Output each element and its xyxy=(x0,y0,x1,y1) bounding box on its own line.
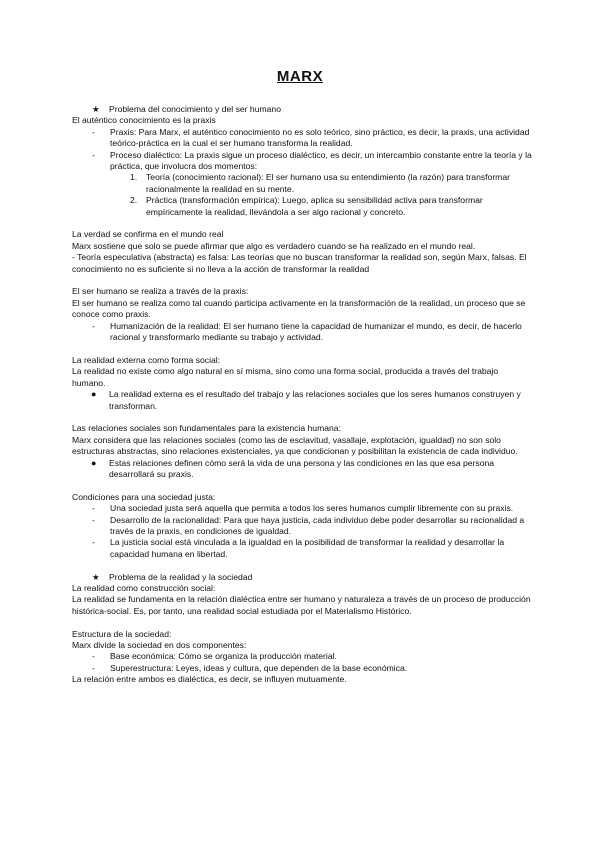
dash-icon: - xyxy=(92,651,95,662)
dash-icon: - xyxy=(92,320,95,331)
bullet-list xyxy=(72,389,532,412)
star-icon: ★ xyxy=(92,571,100,582)
list-item: 2. Práctica (transformación empírica): Luego, aplica su sensibilidad activa para transformar empíricamente la realidad, llevándola a ser algo racional y concreto. xyxy=(130,195,483,217)
subheading: La verdad se confirma en el mundo real xyxy=(72,229,224,240)
dash-icon: - xyxy=(92,662,95,673)
list-item: - Proceso dialéctico: La praxis sigue un proceso dialéctico, es decir, un intercambio constante entre la teoría y la práctica, que involucra dos momentos: xyxy=(92,149,532,172)
bullet-icon: ● xyxy=(91,457,97,468)
numbered-list xyxy=(72,172,532,218)
list-item: 1. Teoría (conocimiento racional): El ser humano usa su entendimiento (la razón) para transformar racionalmente la realidad en su mente. xyxy=(130,172,510,194)
list-item: - Base económica: Cómo se organiza la producción material. xyxy=(92,651,337,662)
subheading: Condiciones para una sociedad justa: xyxy=(72,491,216,502)
document-body xyxy=(72,104,532,686)
subheading: La realidad externa como forma social: xyxy=(72,354,221,365)
star-icon: ★ xyxy=(92,104,100,114)
dash-list xyxy=(72,127,532,173)
dash-icon: - xyxy=(92,503,95,514)
paragraph: Marx considera que las relaciones sociales (como las de esclavitud, vasallaje, explotación, igualdad) no son solo estructuras abstractas, sino relaciones existenciales, ya que condicionan y posibilitan la existencia de cada individuo. xyxy=(72,434,518,457)
paragraph: La realidad no existe como algo natural en sí misma, sino como una forma social, producida a través del trabajo humano. xyxy=(72,366,499,388)
section-heading-reality: ★ Problema de la realidad y la sociedad xyxy=(92,571,253,582)
list-item: - Humanización de la realidad: El ser humano tiene la capacidad de humanizar el mundo, es decir, de hacerlo racional y transformarlo mediante su trabajo y actividad. xyxy=(92,320,522,343)
subheading: El auténtico conocimiento es la praxis xyxy=(72,115,216,126)
list-item: - Una sociedad justa será aquella que permita a todos los seres humanos cumplir libremente con su praxis. xyxy=(92,503,514,514)
subheading: Estructura de la sociedad: xyxy=(72,628,172,639)
list-item: - Superestructura: Leyes, ideas y cultura, que dependen de la base económica. xyxy=(92,662,408,673)
list-item: - Desarrollo de la racionalidad: Para que haya justicia, cada individuo debe poder desarrollar su racionalidad a través de la praxis, en condiciones de igualdad. xyxy=(92,514,525,536)
paragraph: Marx sostiene que solo se puede afirmar que algo es verdadero cuando se ha realizado en el mundo real. xyxy=(72,240,476,251)
list-item: ● La realidad externa es el resultado del trabajo y las relaciones sociales que los seres humanos construyen y transforman. xyxy=(91,389,521,411)
paragraph: Marx divide la sociedad en dos componentes: xyxy=(72,639,247,650)
dash-icon: - xyxy=(92,149,95,160)
bullet-list xyxy=(72,458,532,481)
list-item: - Praxis: Para Marx, el auténtico conocimiento no es solo teórico, sino práctico, es decir, la praxis, una actividad teórico-práctica en la cual el ser humano transforma la realidad. xyxy=(92,126,530,149)
section-heading-knowledge: ★ Problema del conocimiento y del ser humano xyxy=(92,104,281,114)
subheading: La realidad como construcción social: xyxy=(72,582,216,593)
dash-list xyxy=(72,651,532,674)
subheading: Las relaciones sociales son fundamentales para la existencia humana: xyxy=(72,423,341,434)
paragraph: El ser humano se realiza como tal cuando participa activamente en la transformación de la realidad, un proceso que se conoce como praxis. xyxy=(72,297,526,320)
dash-list xyxy=(72,503,532,560)
dash-icon: - xyxy=(92,514,95,525)
paragraph: - Teoría especulativa (abstracta) es falsa: Las teorías que no buscan transformar la realidad son, según Marx, falsas. El conocimiento no es suficiente si no lleva a la acción de transformar la realidad xyxy=(72,252,527,274)
bullet-icon: ● xyxy=(91,389,97,400)
paragraph: La realidad se fundamenta en la relación dialéctica entre ser humano y naturaleza a través de un proceso de producción histórica-social. Es, por tanto, una realidad social estudiada por el Materialismo Histórico. xyxy=(72,594,531,616)
page-title: MARX xyxy=(276,68,324,85)
paragraph: La relación entre ambos es dialéctica, es decir, se influyen mutuamente. xyxy=(72,674,347,685)
dash-list xyxy=(72,321,532,344)
subheading: El ser humano se realiza a través de la praxis: xyxy=(72,286,249,297)
list-item: ● Estas relaciones definen cómo será la vida de una persona y las condiciones en las que esa persona desarrollará su praxis. xyxy=(91,457,495,479)
dash-icon: - xyxy=(92,537,95,548)
dash-icon: - xyxy=(92,126,95,137)
list-item: - La justicia social está vinculada a la igualdad en la posibilidad de transformar la realidad y desarrollar la capacidad humana en libertad. xyxy=(92,537,505,559)
